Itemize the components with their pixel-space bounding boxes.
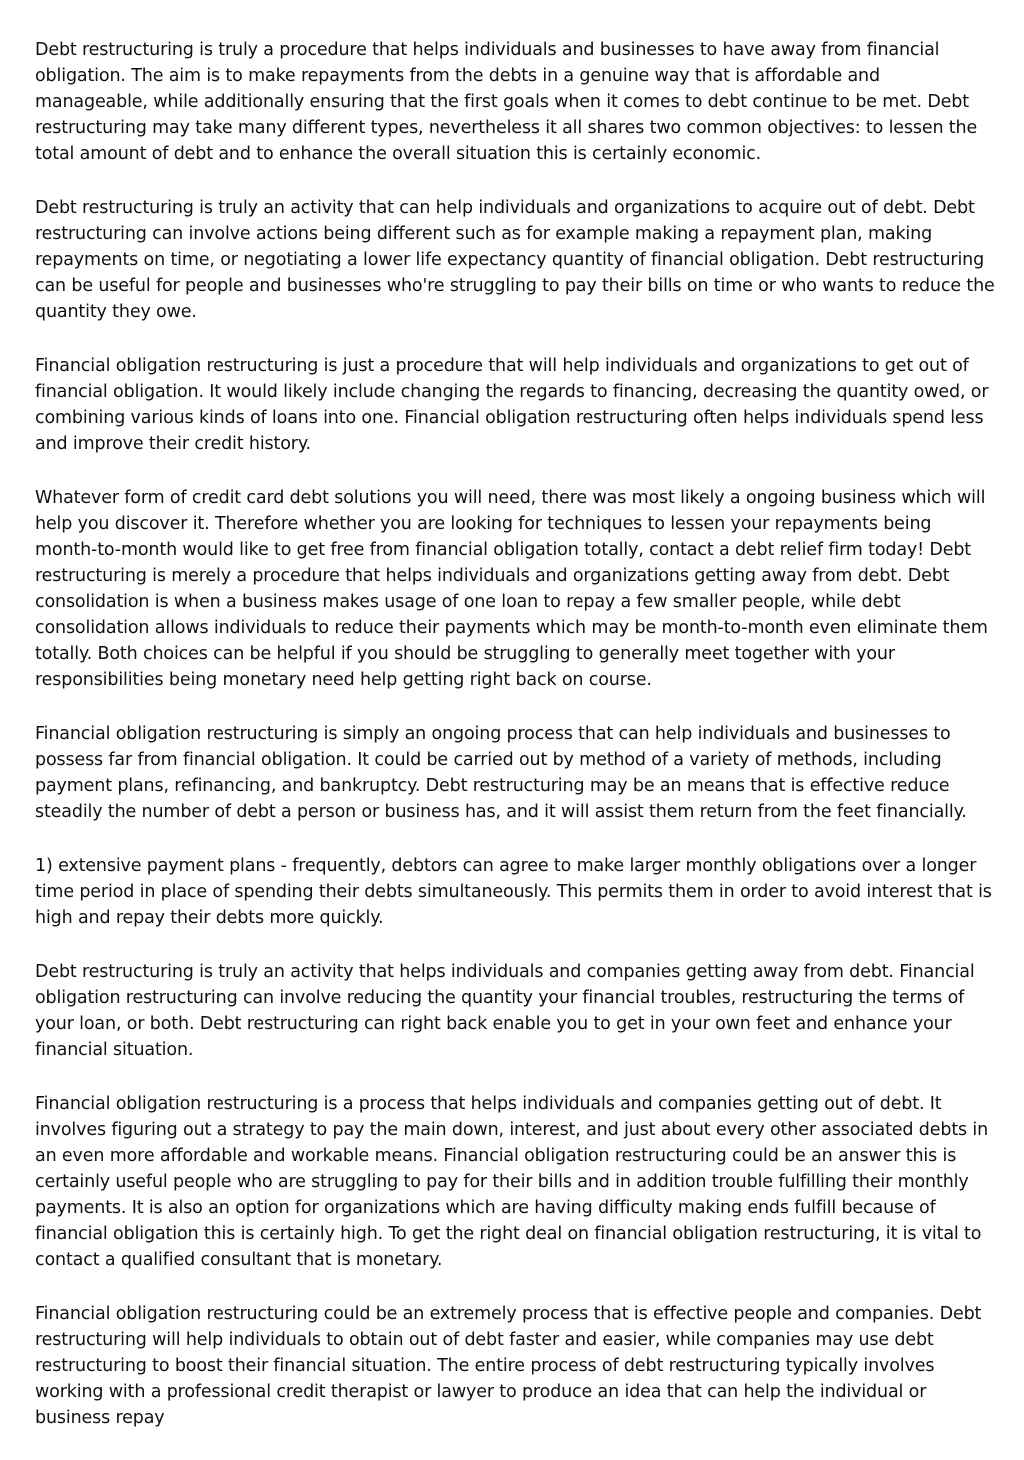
paragraph-6: 1) extensive payment plans - frequently, debtors can agree to make larger monthly obligations over a longer time period in place of spending their debts simultaneously. This permits them in order to avoid interest that is high and repay their debts more quickly. bbox=[35, 856, 992, 928]
document-body bbox=[35, 38, 995, 1460]
paragraph-2: Debt restructuring is truly an activity that can help individuals and organizations to acquire out of debt. Debt restructuring can involve actions being different such as for example making a repayment plan, making repayments on time, or negotiating a lower life expectancy quantity of financial obligation. Debt restructuring can be useful for people and businesses who're struggling to pay their bills on time or who wants to reduce the quantity they owe. bbox=[35, 198, 995, 322]
paragraph-3: Financial obligation restructuring is just a procedure that will help individuals and organizations to get out of financial obligation. It would likely include changing the regards to financing, decreasing the quantity owed, or combining various kinds of loans into one. Financial obligation restructuring often helps individuals spend less and improve their credit history. bbox=[35, 356, 989, 454]
paragraph-9: Financial obligation restructuring could be an extremely process that is effective people and companies. Debt restructuring will help individuals to obtain out of debt faster and easier, while companies may use debt restructuring to boost their financial situation. The entire process of debt restructuring typically involves working with a professional credit therapist or lawyer to produce an idea that can help the individual or business repay bbox=[35, 1304, 982, 1428]
paragraph-7: Debt restructuring is truly an activity that helps individuals and companies getting away from debt. Financial obligation restructuring can involve reducing the quantity your financial troubles, restructuring the terms of your loan, or both. Debt restructuring can right back enable you to get in your own feet and enhance your financial situation. bbox=[35, 962, 975, 1060]
paragraph-5: Financial obligation restructuring is simply an ongoing process that can help individuals and businesses to possess far from financial obligation. It could be carried out by method of a variety of methods, including payment plans, refinancing, and bankruptcy. Debt restructuring may be an means that is effective reduce steadily the number of debt a person or business has, and it will assist them return from the feet financially. bbox=[35, 723, 967, 822]
paragraph-4: Whatever form of credit card debt solutions you will need, there was most likely a ongoing business which will help you discover it. Therefore whether you are looking for techniques to lessen your repayments being month-to-month would like to get free from financial obligation totally, contact a debt relief firm today! Debt restructuring is merely a procedure that helps individuals and organizations getting away from debt. Debt consolidation is when a business makes usage of one loan to repay a few smaller people, while debt consolidation allows individuals to reduce their payments which may be month-to-month even eliminate them totally. Both choices can be helpful if you should be struggling to generally meet together with your responsibilities being monetary need help getting right back on course. bbox=[35, 488, 988, 690]
paragraph-1: Debt restructuring is truly a procedure that helps individuals and businesses to have away from financial obligation. The aim is to make repayments from the debts in a genuine way that is affordable and manageable, while additionally ensuring that the first goals when it comes to debt continue to be met. Debt restructuring may take many different types, nevertheless it all shares two common objectives: to lessen the total amount of debt and to enhance the overall situation this is certainly economic. bbox=[35, 40, 978, 164]
paragraph-8: Financial obligation restructuring is a process that helps individuals and companies getting out of debt. It involves figuring out a strategy to pay the main down, interest, and just about every other associated debts in an even more affordable and workable means. Financial obligation restructuring could be an answer this is certainly useful people who are struggling to pay for their bills and in addition trouble fulfilling their monthly payments. It is also an option for organizations which are having difficulty making ends fulfill because of financial obligation this is certainly high. To get the right deal on financial obligation restructuring, it is vital to contact a qualified consultant that is monetary. bbox=[35, 1094, 989, 1270]
